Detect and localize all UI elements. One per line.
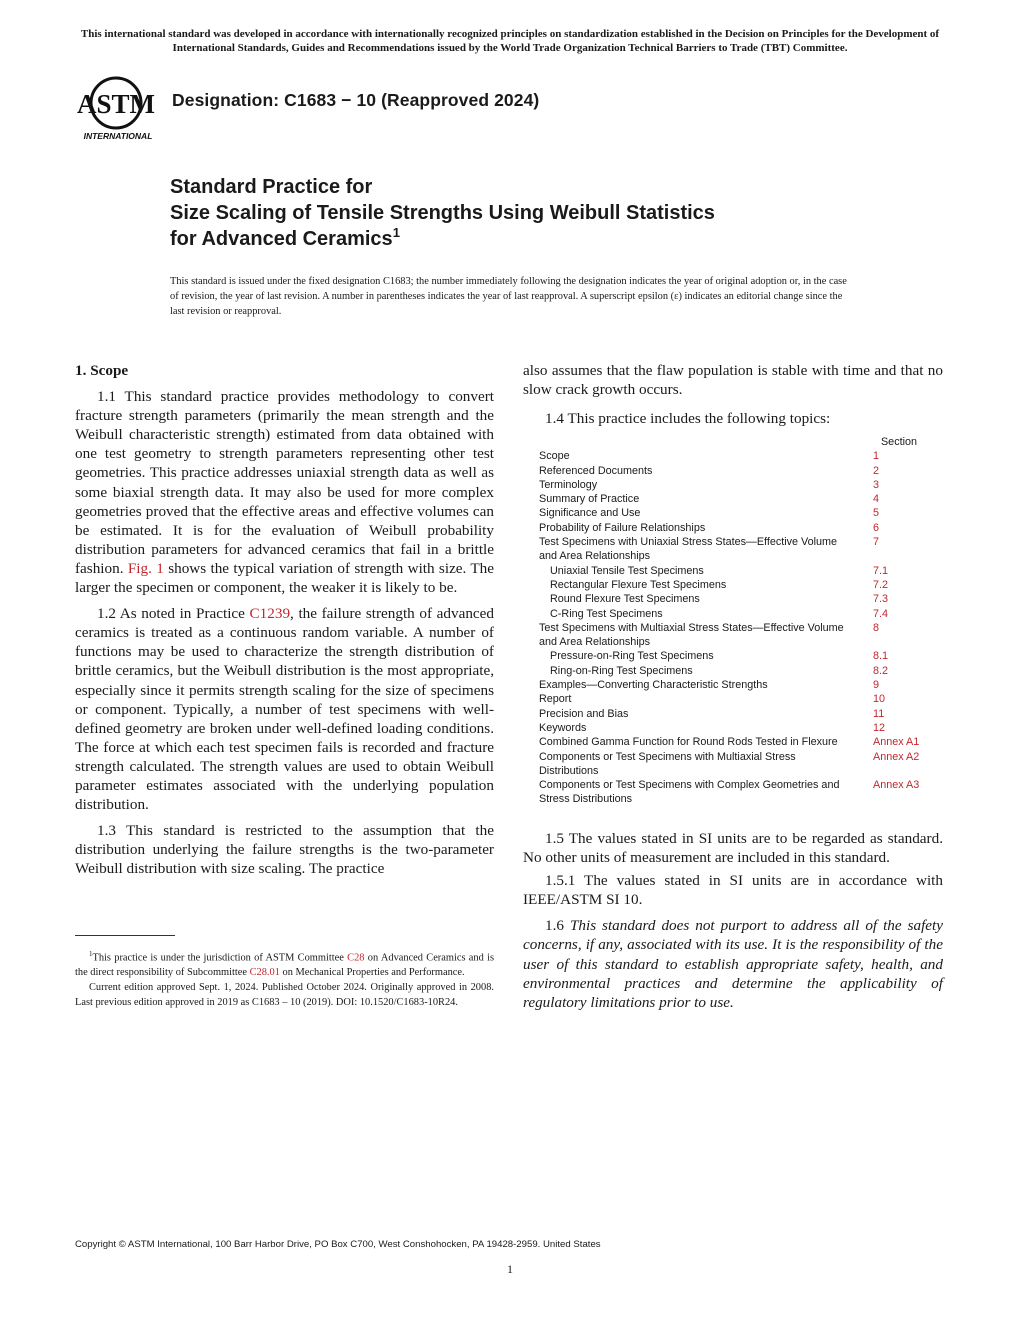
topic-section-link[interactable]: 6 — [873, 521, 880, 534]
topics-table-rows — [539, 449, 929, 806]
paragraph-1-5: 1.5 The values stated in SI units are to be regarded as standard. No other units of measurement are included in this standard. — [523, 830, 943, 867]
footnote-1 — [75, 947, 494, 980]
copyright: Copyright © ASTM International, 100 Barr Harbor Drive, PO Box C700, West Conshohocken, PA 19428-2959. United States — [75, 1239, 601, 1250]
page-number: 1 — [507, 1262, 513, 1276]
paragraph-1-1-text-cont: shows the typical variation of strength with size. The larger the specimen or component, the weaker it is likely to be. — [75, 559, 495, 597]
topic-label: Scope — [539, 450, 570, 463]
topic-section-link[interactable]: Annex A3 — [873, 779, 920, 792]
footnote — [75, 947, 494, 1010]
paragraph-1-6 — [523, 916, 943, 1011]
topic-label: Components or Test Specimens with Complex Geometries and Stress Distributions — [539, 779, 840, 806]
topics-table-row — [539, 707, 929, 721]
topics-table-row — [539, 506, 929, 520]
footnote-text-end: on Mechanical Properties and Performance. — [282, 967, 465, 979]
section-heading-scope: 1. Scope — [75, 362, 129, 379]
topic-label: Pressure-on-Ring Test Specimens — [550, 650, 714, 663]
topic-section-link[interactable]: 7.1 — [873, 564, 889, 577]
title-line-3 — [170, 226, 715, 252]
topics-table-row — [539, 535, 929, 564]
right-column-lower — [523, 829, 943, 1012]
topics-table-row — [539, 592, 929, 606]
topic-section-link[interactable]: 1 — [873, 450, 880, 463]
topic-label: Ring-on-Ring Test Specimens — [550, 664, 693, 677]
footnote-mark: 1 — [89, 950, 93, 958]
topics-table-row — [539, 721, 929, 735]
topic-section-link[interactable]: 5 — [873, 507, 880, 520]
issuance-statement: This standard is issued under the fixed designation C1683; the number immediately following the designation indicates the year of original adoption or, in the case of revision, the year of last revision. A number in parentheses indicates the year of last reapproval. A superscript epsilon (ε) indicates an editorial change since the last revision or reapproval. — [170, 276, 847, 317]
astm-logo — [76, 75, 160, 143]
footnote-edition: Current edition approved Sept. 1, 2024. Published October 2024. Originally approved in 2008. Last previous edition approved in 2019 as C1683 – 10 (2019). DOI: 10.1520/C1683-10R24. — [75, 982, 494, 1009]
title-line-1: Standard Practice for — [170, 176, 373, 198]
topic-section-link[interactable]: Annex A1 — [873, 736, 920, 749]
paragraph-1-3-continued: also assumes that the flaw population is stable with time and that no slow crack growth occurs. — [523, 362, 943, 399]
paragraph-1-6-number: 1.6 — [545, 917, 564, 935]
topic-section-link[interactable]: Annex A2 — [873, 750, 920, 763]
astm-logo-mark — [76, 75, 160, 143]
designation: Designation: C1683 − 10 (Reapproved 2024) — [172, 90, 540, 110]
topics-table-row — [539, 649, 929, 663]
topic-section-link[interactable]: 4 — [873, 493, 880, 506]
topic-section-link[interactable]: 7.3 — [873, 593, 889, 606]
topic-section-link[interactable]: 8.2 — [873, 664, 889, 677]
document-title — [170, 174, 715, 252]
paragraph-1-2-text: 1.2 As noted in Practice — [97, 605, 245, 623]
figure-1-link[interactable]: Fig. 1 — [127, 559, 164, 577]
paragraph-1-1 — [75, 387, 494, 597]
topics-table — [539, 435, 929, 807]
astm-logo-subtext: INTERNATIONAL — [83, 131, 153, 141]
topics-table-row — [539, 478, 929, 492]
footnote-text-cont: on Advanced Ceramics and is the direct responsibility of Subcommittee — [75, 952, 495, 979]
title-footnote-ref[interactable]: 1 — [392, 225, 400, 240]
topic-section-link[interactable]: 11 — [873, 707, 885, 720]
topics-table-row — [539, 578, 929, 592]
paragraph-1-3: 1.3 This standard is restricted to the assumption that the distribution underlying the failure strengths is the two-parameter Weibull distribution with size scaling. The practice — [75, 822, 494, 878]
topic-label: Round Flexure Test Specimens — [550, 593, 700, 606]
astm-logo-text: ASTM — [76, 89, 156, 119]
topics-table-header: Section — [880, 436, 917, 448]
topics-table-row — [539, 735, 929, 749]
topics-table-row — [539, 521, 929, 535]
left-column — [75, 361, 494, 878]
topic-section-link[interactable]: 12 — [873, 721, 886, 734]
paragraph-1-5-1: 1.5.1 The values stated in SI units are in accordance with IEEE/ASTM SI 10. — [523, 872, 943, 909]
topic-section-link[interactable]: 8 — [873, 621, 880, 634]
c28-link[interactable]: C28 — [347, 952, 365, 964]
paragraph-1-2-text-cont: , the failure strength of advanced ceramics is treated as a continuous random variable. A number of functions may be used to characterize the strength distribution of brittle ceramics, but the Weibull distribution is the most appropriate, especially since it permits strength scaling for the size of specimens or component. Typically, a number of test specimens with well-defined geometry are broken under well-defined loading conditions. The force at which each test specimen fails is recorded and fracture strength calculated. The strength values are used to obtain Weibull parameter estimates associated with the underlying population distribution. — [75, 605, 494, 814]
topic-label: Probability of Failure Relationships — [539, 521, 706, 534]
topic-section-link[interactable]: 7.2 — [873, 578, 889, 591]
c28-01-link[interactable]: C28.01 — [249, 967, 280, 979]
topics-table-row — [539, 492, 929, 506]
c1239-link[interactable]: C1239 — [249, 605, 291, 623]
topic-section-link[interactable]: 3 — [873, 478, 880, 491]
topic-label: Precision and Bias — [539, 707, 629, 720]
topic-label: Rectangular Flexure Test Specimens — [550, 578, 727, 591]
topic-label: Components or Test Specimens with Multiaxial Stress Distributions — [539, 750, 796, 777]
topics-table-row — [539, 564, 929, 578]
topic-label: Referenced Documents — [539, 464, 653, 477]
topic-label: Examples—Converting Characteristic Strengths — [539, 679, 768, 692]
topic-label: Test Specimens with Multiaxial Stress States—Effective Volume and Area Relationships — [539, 621, 844, 649]
topics-table-row — [539, 778, 929, 807]
topic-section-link[interactable]: 8.1 — [873, 650, 889, 663]
topics-table-row — [539, 692, 929, 706]
topics-table-row — [539, 464, 929, 478]
topic-label: Terminology — [539, 478, 598, 491]
topic-label: Test Specimens with Uniaxial Stress States—Effective Volume and Area Relationships — [539, 536, 838, 563]
topic-label: Significance and Use — [539, 507, 641, 520]
paragraph-1-6-text: This standard does not purport to address all of the safety concerns, if any, associated with its use. It is the responsibility of the user of this standard to establish appropriate safety, health, and environmental practices and determine the applicability of regulatory limitations prior to use. — [523, 917, 944, 1011]
topic-label: Keywords — [539, 721, 587, 734]
topic-label: Combined Gamma Function for Round Rods Tested in Flexure — [539, 736, 838, 749]
topics-table-row — [539, 664, 929, 678]
topics-table-row — [539, 750, 929, 779]
footnote-text: This practice is under the jurisdiction of ASTM Committee — [92, 952, 344, 964]
topic-section-link[interactable]: 7 — [873, 536, 880, 549]
paragraph-1-1-text: 1.1 This standard practice provides methodology to convert fracture strength parameters (primarily the mean strength and the Weibull characteristic strength) estimated from data obtained with one test geometry to strength parameters representing other test geometries. This practice addresses uniaxial strength data as well as some biaxial strength data. It may also be used for more complex geometries proved that the effective areas and effective volumes can be estimated. It is for the evaluation of Weibull probability distribution parameters for advanced ceramics that fail in a brittle fashion. — [75, 388, 494, 577]
topic-section-link[interactable]: 2 — [873, 464, 880, 477]
topic-section-link[interactable]: 7.4 — [873, 607, 889, 620]
topics-table-row — [539, 607, 929, 621]
topic-section-link[interactable]: 10 — [873, 693, 886, 706]
topics-table-row — [539, 678, 929, 692]
standards-notice: This international standard was developed in accordance with internationally recognized principles on standardization established in the Decision on Principles for the Development of International Standards, Guides and Recommendations issued by the World Trade Organization Technical Barriers to Trade (TBT) Committee. — [80, 28, 940, 54]
paragraph-1-4: 1.4 This practice includes the following topics: — [545, 410, 831, 428]
title-line-3-text: for Advanced Ceramics — [170, 228, 393, 250]
paragraph-1-2 — [75, 604, 494, 814]
right-column — [523, 361, 943, 428]
topics-table-row — [539, 621, 929, 650]
topic-label: Uniaxial Tensile Test Specimens — [550, 564, 704, 577]
title-line-2: Size Scaling of Tensile Strengths Using Weibull Statistics — [170, 202, 715, 224]
topic-label: Report — [539, 693, 572, 706]
topics-table-row — [539, 449, 929, 463]
topic-label: Summary of Practice — [539, 493, 640, 506]
topic-label: C-Ring Test Specimens — [550, 607, 663, 620]
footnote-rule — [75, 935, 175, 936]
topic-section-link[interactable]: 9 — [873, 679, 880, 692]
